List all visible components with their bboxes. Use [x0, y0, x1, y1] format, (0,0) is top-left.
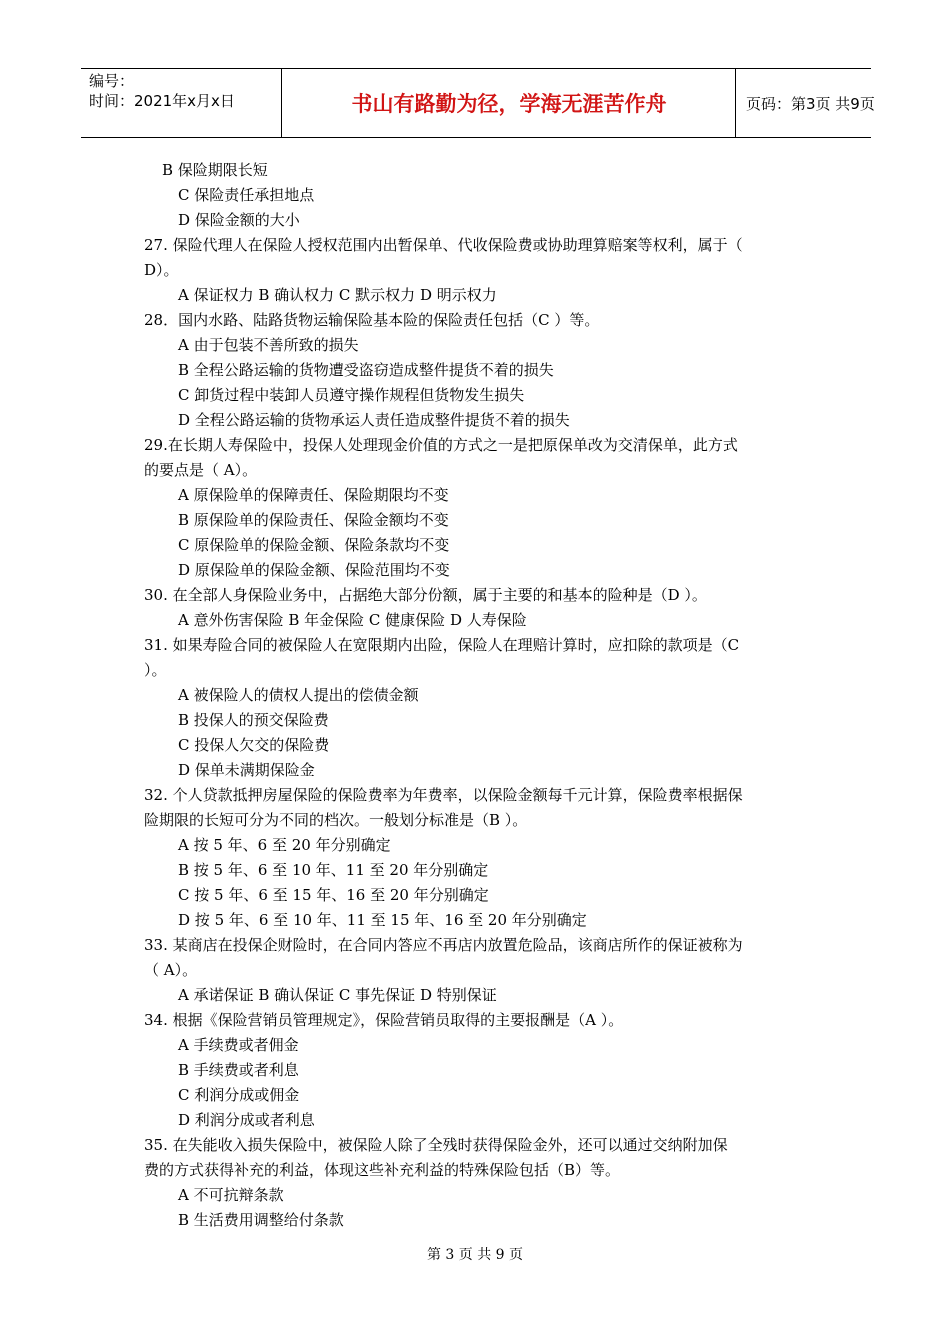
header-meta [81, 69, 282, 137]
answer-option-line: A 被保险人的债权人提出的偿债金额 [178, 686, 419, 704]
answer-option-line: D 利润分成或者利息 [178, 1111, 315, 1129]
question-text-line: 32. 个人贷款抵押房屋保险的保险费率为年费率，以保险金额每千元计算，保险费率根据保 [144, 786, 743, 804]
answer-option-line: C 保险责任承担地点 [178, 186, 315, 204]
answer-option-line: C 原保险单的保险金额、保险条款均不变 [178, 536, 450, 554]
question-text-line: 费的方式获得补充的利益，体现这些补充利益的特殊保险包括（B）等。 [144, 1161, 621, 1179]
question-text-line: ）。 [144, 661, 167, 679]
answer-option-line: D 按 5 年、6 至 10 年、11 至 15 年、16 至 20 年分别确定 [178, 911, 587, 929]
document-time-label: 时间：2021年x月x日 [89, 92, 235, 110]
answer-option-line: A 由于包装不善所致的损失 [178, 336, 359, 354]
answer-option-line: C 投保人欠交的保险费 [178, 736, 330, 754]
answer-option-line: B 全程公路运输的货物遭受盗窃造成整件提货不着的损失 [178, 361, 554, 379]
answer-option-line: A 承诺保证 B 确认保证 C 事先保证 D 特别保证 [178, 986, 497, 1004]
answer-option-line: A 按 5 年、6 至 20 年分别确定 [178, 836, 391, 854]
question-text-line: 27. 保险代理人在保险人授权范围内出暂保单、代收保险费或协助理算赔案等权利，属于（ [144, 236, 743, 254]
answer-option-line: B 保险期限长短 [162, 161, 268, 179]
answer-option-line: B 生活费用调整给付条款 [178, 1211, 344, 1229]
answer-option-line: D 原保险单的保险金额、保险范围均不变 [178, 561, 450, 579]
question-text-line: 险期限的长短可分为不同的档次。一般划分标准是（B ）。 [144, 811, 528, 829]
answer-option-line: B 按 5 年、6 至 10 年、11 至 20 年分别确定 [178, 861, 489, 879]
page-footer: 第 3 页 共 9 页 [426, 1247, 524, 1263]
answer-option-line: B 手续费或者利息 [178, 1061, 299, 1079]
answer-option-line: A 原保险单的保障责任、保险期限均不变 [178, 486, 449, 504]
document-number-label: 编号： [89, 72, 135, 90]
question-text-line: 30. 在全部人身保险业务中，占据绝大部分份额，属于主要的和基本的险种是（D ）。 [144, 586, 707, 604]
question-text-line: 28．国内水路、陆路货物运输保险基本险的保险责任包括（C ）等。 [144, 311, 600, 329]
question-text-line: 29.在长期人寿保险中，投保人处理现金价值的方式之一是把原保单改为交清保单，此方式 [144, 436, 738, 454]
answer-option-line: A 保证权力 B 确认权力 C 默示权力 D 明示权力 [178, 286, 497, 304]
answer-option-line: A 不可抗辩条款 [178, 1186, 284, 1204]
answer-option-line: A 意外伤害保险 B 年金保险 C 健康保险 D 人寿保险 [178, 611, 527, 629]
document-body [144, 158, 814, 1233]
header-motto: 书山有路勤为径，学海无涯苦作舟 [283, 69, 736, 137]
answer-option-line: D 保单未满期保险金 [178, 761, 315, 779]
question-text-line: 33. 某商店在投保企财险时，在合同内答应不再店内放置危险品，该商店所作的保证被称为 [144, 936, 743, 954]
question-text-line: 31. 如果寿险合同的被保险人在宽限期内出险，保险人在理赔计算时，应扣除的款项是（C [144, 636, 740, 654]
answer-option-line: C 卸货过程中装卸人员遵守操作规程但货物发生损失 [178, 386, 525, 404]
question-text-line: 的要点是（ A）。 [144, 461, 258, 479]
question-text-line: 34. 根据《保险营销员管理规定》，保险营销员取得的主要报酬是（A ）。 [144, 1011, 624, 1029]
question-text-line: 35. 在失能收入损失保险中，被保险人除了全残时获得保险金外，还可以通过交纳附加保 [144, 1136, 728, 1154]
answer-option-line: B 投保人的预交保险费 [178, 711, 329, 729]
page-header [81, 68, 875, 138]
question-text-line: D）。 [144, 261, 179, 279]
header-page-number: 页码：第3页 共9页 [746, 94, 875, 113]
answer-option-line: C 按 5 年、6 至 15 年、16 至 20 年分别确定 [178, 886, 489, 904]
answer-option-line: C 利润分成或佣金 [178, 1086, 300, 1104]
answer-option-line: A 手续费或者佣金 [178, 1036, 299, 1054]
answer-option-line: B 原保险单的保险责任、保险金额均不变 [178, 511, 449, 529]
answer-option-line: D 保险金额的大小 [178, 211, 300, 229]
question-text-line: （ A）。 [144, 961, 198, 979]
answer-option-line: D 全程公路运输的货物承运人责任造成整件提货不着的损失 [178, 411, 570, 429]
